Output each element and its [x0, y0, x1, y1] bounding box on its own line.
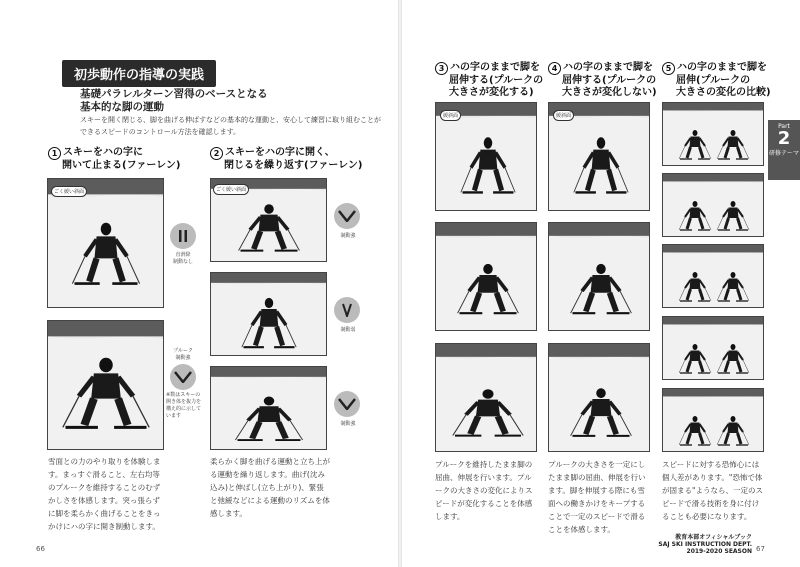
footer-line-1: 教育本部オフィシャルブック — [675, 534, 752, 541]
section-1-caption — [48, 147, 181, 172]
section-1-caption-line-1: スキーをハの字に — [63, 147, 143, 158]
part-tab-number: 2 — [777, 128, 791, 149]
photo-4c — [548, 343, 650, 452]
sym-2c-label: 制動強 — [340, 421, 356, 427]
section-2-body: 柔らかく脚を曲げる運動と立ち上がる運動を繰り返します。曲げ(沈み込み)と伸ばし(立ち上がり)、緊張と弛緩などによる運動のリズムを体感します。 — [210, 457, 330, 518]
section-5-caption-line-2: 屈伸(プルークの — [676, 75, 751, 86]
slope-tag-1: ごく緩い斜面 — [51, 186, 87, 197]
section-4-number: 4 — [548, 62, 561, 75]
sym-2a — [334, 203, 360, 229]
section-4-caption-line-1: ハの字のままで脚を — [563, 62, 653, 73]
section-1-number: 1 — [48, 147, 61, 160]
slope-tag-2: ごく緩い斜面 — [213, 184, 249, 195]
section-2-caption-line-2: 閉じるを繰り返す(ファーレン) — [224, 160, 363, 171]
section-4-caption — [548, 62, 657, 99]
section-5-number: 5 — [662, 62, 675, 75]
photo-2c — [210, 366, 327, 450]
footer — [632, 534, 752, 555]
section-5-caption — [662, 62, 771, 99]
sym-2-label — [164, 348, 202, 362]
photo-5b — [662, 173, 764, 237]
section-1-caption-line-2: 開いて止まる(ファーレン) — [62, 160, 181, 171]
photo-3b — [435, 222, 537, 331]
section-2-number: 2 — [210, 147, 223, 160]
footer-line-3: 2019-2020 SEASON — [686, 548, 752, 555]
sym-straight — [170, 223, 196, 249]
sym-2a-label: 制動強 — [340, 233, 356, 239]
part-tab-label: Part — [778, 123, 790, 130]
section-4-caption-line-2: 屈伸する(プルークの — [562, 75, 657, 86]
page-title: 初歩動作の指導の実践 — [62, 60, 216, 87]
section-5-caption-line-1: ハの字のままで脚を — [677, 62, 767, 73]
subtitle-line-2: 基本的な脚の運動 — [80, 101, 164, 113]
photo-3c — [435, 343, 537, 452]
photo-5d — [662, 316, 764, 380]
sym-1-label-line-1: 直滑降 — [175, 252, 191, 258]
sym-2-label-line-2: 制動強 — [175, 355, 191, 361]
section-3-caption-line-2: 屈伸する(プルークの — [449, 75, 544, 86]
page-number-left: 66 — [36, 545, 45, 553]
section-4-body: プルークの大きさを一定にしたまま脚の屈曲、伸展を行います。脚を伸展する際にも雪面への働きかけをキープすることで一定のスピードで滑ることを体感します。 — [548, 460, 646, 534]
section-3-number: 3 — [435, 62, 448, 75]
sym-2b — [334, 297, 360, 323]
sym-1-label-line-2: 制動なし — [172, 259, 193, 265]
intro-text: スキーを開く閉じる、脚を曲げる伸ばすなどの基本的な運動と、安心して練習に取り組むことができるスピードのコントロール方法を確認します。 — [80, 116, 381, 136]
section-1-body: 雪面との力のやり取りを体験します。まっすぐ滑ること、左右均等のプルークを維持することのむずかしさを体感します。突っ張らずに脚を柔らかく曲げることをきっかけにハの字に開き制動します。 — [48, 457, 161, 531]
sym-note: ※数はスキーの開き体を抜力を構え的に示しています — [166, 392, 202, 419]
sym-1-label — [164, 252, 202, 266]
footer-line-2: SAJ SKI INSTRUCTION DEPT. — [658, 541, 752, 548]
photo-5a — [662, 102, 764, 166]
photo-1b — [47, 320, 164, 450]
photo-5c — [662, 244, 764, 308]
section-5-body: スピードに対する恐怖心には個人差があります。"恐怖で体が固まる"ようなら、一定のスピードで滑る技術を身に付けることも必要になります。 — [662, 460, 763, 521]
photo-2b — [210, 272, 327, 356]
section-4-caption-line-3: 大きさが変化しない) — [562, 87, 657, 98]
section-3-caption — [435, 62, 543, 99]
slope-tag-4: 緩斜面 — [553, 110, 574, 121]
section-2-caption — [210, 147, 363, 172]
photo-5e — [662, 388, 764, 452]
part-tab — [768, 120, 800, 180]
section-5-caption-line-3: 大きさの変化の比較) — [676, 87, 771, 98]
subtitle-line-1: 基礎パラレルターン習得のベースとなる — [80, 88, 268, 100]
sym-plough-strong — [170, 364, 196, 390]
photo-1a — [47, 178, 164, 308]
sym-2-label-line-1: プルーク — [173, 348, 193, 354]
part-tab-text: 研修テーマ — [768, 150, 799, 157]
section-2-caption-line-1: スキーをハの字に開く、 — [225, 147, 335, 158]
section-3-caption-line-1: ハの字のままで脚を — [450, 62, 540, 73]
sym-2b-label: 制動弱 — [340, 327, 356, 333]
section-3-body: プルークを維持したまま脚の屈曲、伸展を行います。プルークの大きさの変化によりスピードが変化することを体感します。 — [435, 460, 533, 521]
right-page — [402, 0, 800, 567]
left-page — [0, 0, 398, 567]
slope-tag-3: 緩斜面 — [440, 110, 461, 121]
page-number-right: 67 — [756, 545, 765, 553]
photo-4b — [548, 222, 650, 331]
section-3-caption-line-3: 大きさが変化する) — [449, 87, 534, 98]
sym-2c — [334, 391, 360, 417]
